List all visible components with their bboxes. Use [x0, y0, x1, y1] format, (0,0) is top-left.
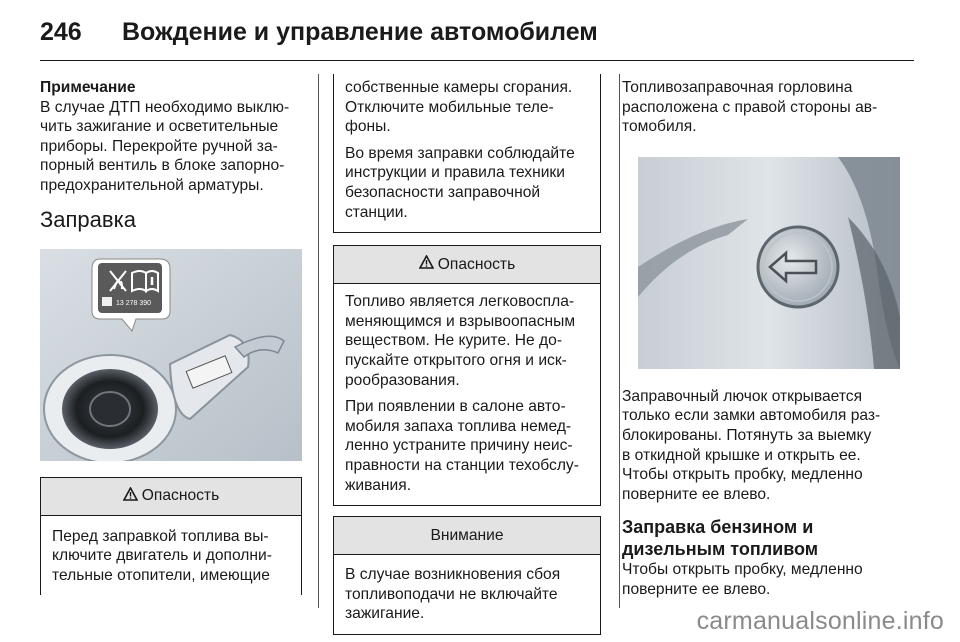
para-line: Заправочный лючок открывается	[622, 387, 863, 405]
para-line: в откидной крышке и открыть ее.	[622, 446, 861, 464]
danger-line: мобиля запаха топлива немед-	[345, 417, 572, 435]
danger-box-1-title: Опасность	[141, 487, 220, 505]
note-line: порный вентиль в блоке запорно-	[40, 157, 285, 175]
caution-line: зажигание.	[345, 605, 425, 623]
danger-box-1	[40, 477, 302, 596]
intro-line: Топливозаправочная горловина	[622, 79, 853, 96]
section-title: Заправка	[40, 206, 136, 232]
note-line: приборы. Перекройте ручной за-	[40, 137, 278, 155]
cont-paragraph-1	[345, 78, 590, 137]
column-divider-2	[619, 74, 620, 608]
caution-box-title: Внимание	[430, 526, 504, 544]
danger-line: Топливо является легковоспла-	[345, 293, 575, 311]
caution-box-body	[334, 555, 600, 634]
continued-danger-box	[333, 74, 601, 233]
watermark: carmanualsonline.info	[696, 607, 944, 635]
danger-paragraph-1	[345, 292, 590, 390]
continued-danger-body	[334, 74, 600, 232]
note-line: предохранительной арматуры.	[40, 176, 264, 194]
cont-paragraph-2	[345, 144, 590, 222]
column-3	[622, 78, 912, 600]
danger-box-2-title: Опасность	[437, 255, 516, 273]
car-fuel-door-photo	[638, 157, 900, 369]
danger-box-1-header	[41, 478, 301, 516]
photo-label-code: 13 278 390	[116, 299, 152, 307]
para-line: блокированы. Потянуть за выемку	[622, 426, 872, 444]
cont-line: Отключите мобильные теле-	[345, 98, 554, 116]
cont-line: инструкции и правила техники	[345, 164, 565, 182]
page-header	[40, 18, 598, 47]
danger-line: Перед заправкой топлива вы-	[52, 527, 269, 545]
caution-line: В случае возникновения сбоя	[345, 566, 561, 584]
danger-box-2-body	[334, 284, 600, 505]
header-rule	[40, 60, 914, 61]
danger-line: веществом. Не курите. Не до-	[345, 332, 563, 350]
para-line: Чтобы открыть пробку, медленно	[622, 561, 863, 579]
cont-line: безопасности заправочной	[345, 183, 541, 201]
warning-triangle-icon	[419, 255, 434, 274]
fuel-door-paragraph	[622, 387, 912, 465]
cap-open-paragraph-2	[622, 560, 912, 599]
cont-line: Во время заправки соблюдайте	[345, 144, 575, 162]
chapter-title: Вождение и управление автомобилем	[122, 18, 598, 46]
page-number: 246	[40, 18, 82, 46]
intro-text	[622, 78, 912, 137]
danger-box-2	[333, 245, 601, 506]
danger-line: При появлении в салоне авто-	[345, 398, 566, 416]
column-2	[333, 74, 601, 635]
danger-box-1-body	[41, 516, 301, 596]
danger-line: живания.	[345, 476, 412, 494]
para-line: поверните ее влево.	[622, 580, 771, 598]
cont-line: фоны.	[345, 118, 391, 136]
note-line: В случае ДТП необходимо выклю-	[40, 98, 290, 116]
danger-line: ленно устраните причину неис-	[345, 437, 573, 455]
para-line: поверните ее влево.	[622, 485, 771, 503]
caution-box	[333, 516, 601, 635]
petrol-diesel-subheading	[622, 516, 912, 560]
caution-line: топливоподачи не включайте	[345, 585, 558, 603]
danger-line: тельные отопители, имеющие	[52, 566, 270, 584]
danger-paragraph-2	[345, 397, 590, 495]
column-1	[40, 78, 302, 595]
danger-line: ключите двигатель и дополни-	[52, 547, 272, 565]
danger-line: правности на станции техобслу-	[345, 456, 579, 474]
danger-line: рообразования.	[345, 371, 460, 389]
danger-line: меняющимся и взрывоопасным	[345, 312, 576, 330]
para-line: Чтобы открыть пробку, медленно	[622, 466, 863, 484]
para-line: только если замки автомобиля раз-	[622, 407, 881, 425]
caution-box-header	[334, 517, 600, 555]
subheading-line: Заправка бензином и	[622, 517, 814, 538]
fuel-flap-photo	[40, 249, 302, 461]
intro-line: томобиля.	[622, 118, 697, 136]
danger-box-2-header	[334, 246, 600, 284]
intro-line: расположена с правой стороны ав-	[622, 98, 878, 116]
cont-line: станции.	[345, 203, 408, 221]
note-line: чить зажигание и осветительные	[40, 118, 279, 136]
cap-open-paragraph	[622, 465, 912, 504]
note-text	[40, 98, 302, 196]
warning-triangle-icon	[123, 487, 138, 506]
danger-line: пускайте открытого огня и иск-	[345, 351, 567, 369]
column-divider-1	[318, 74, 319, 608]
subheading-line: дизельным топливом	[622, 539, 819, 560]
note-title: Примечание	[40, 79, 136, 96]
cont-line: собственные камеры сгорания.	[345, 79, 573, 96]
